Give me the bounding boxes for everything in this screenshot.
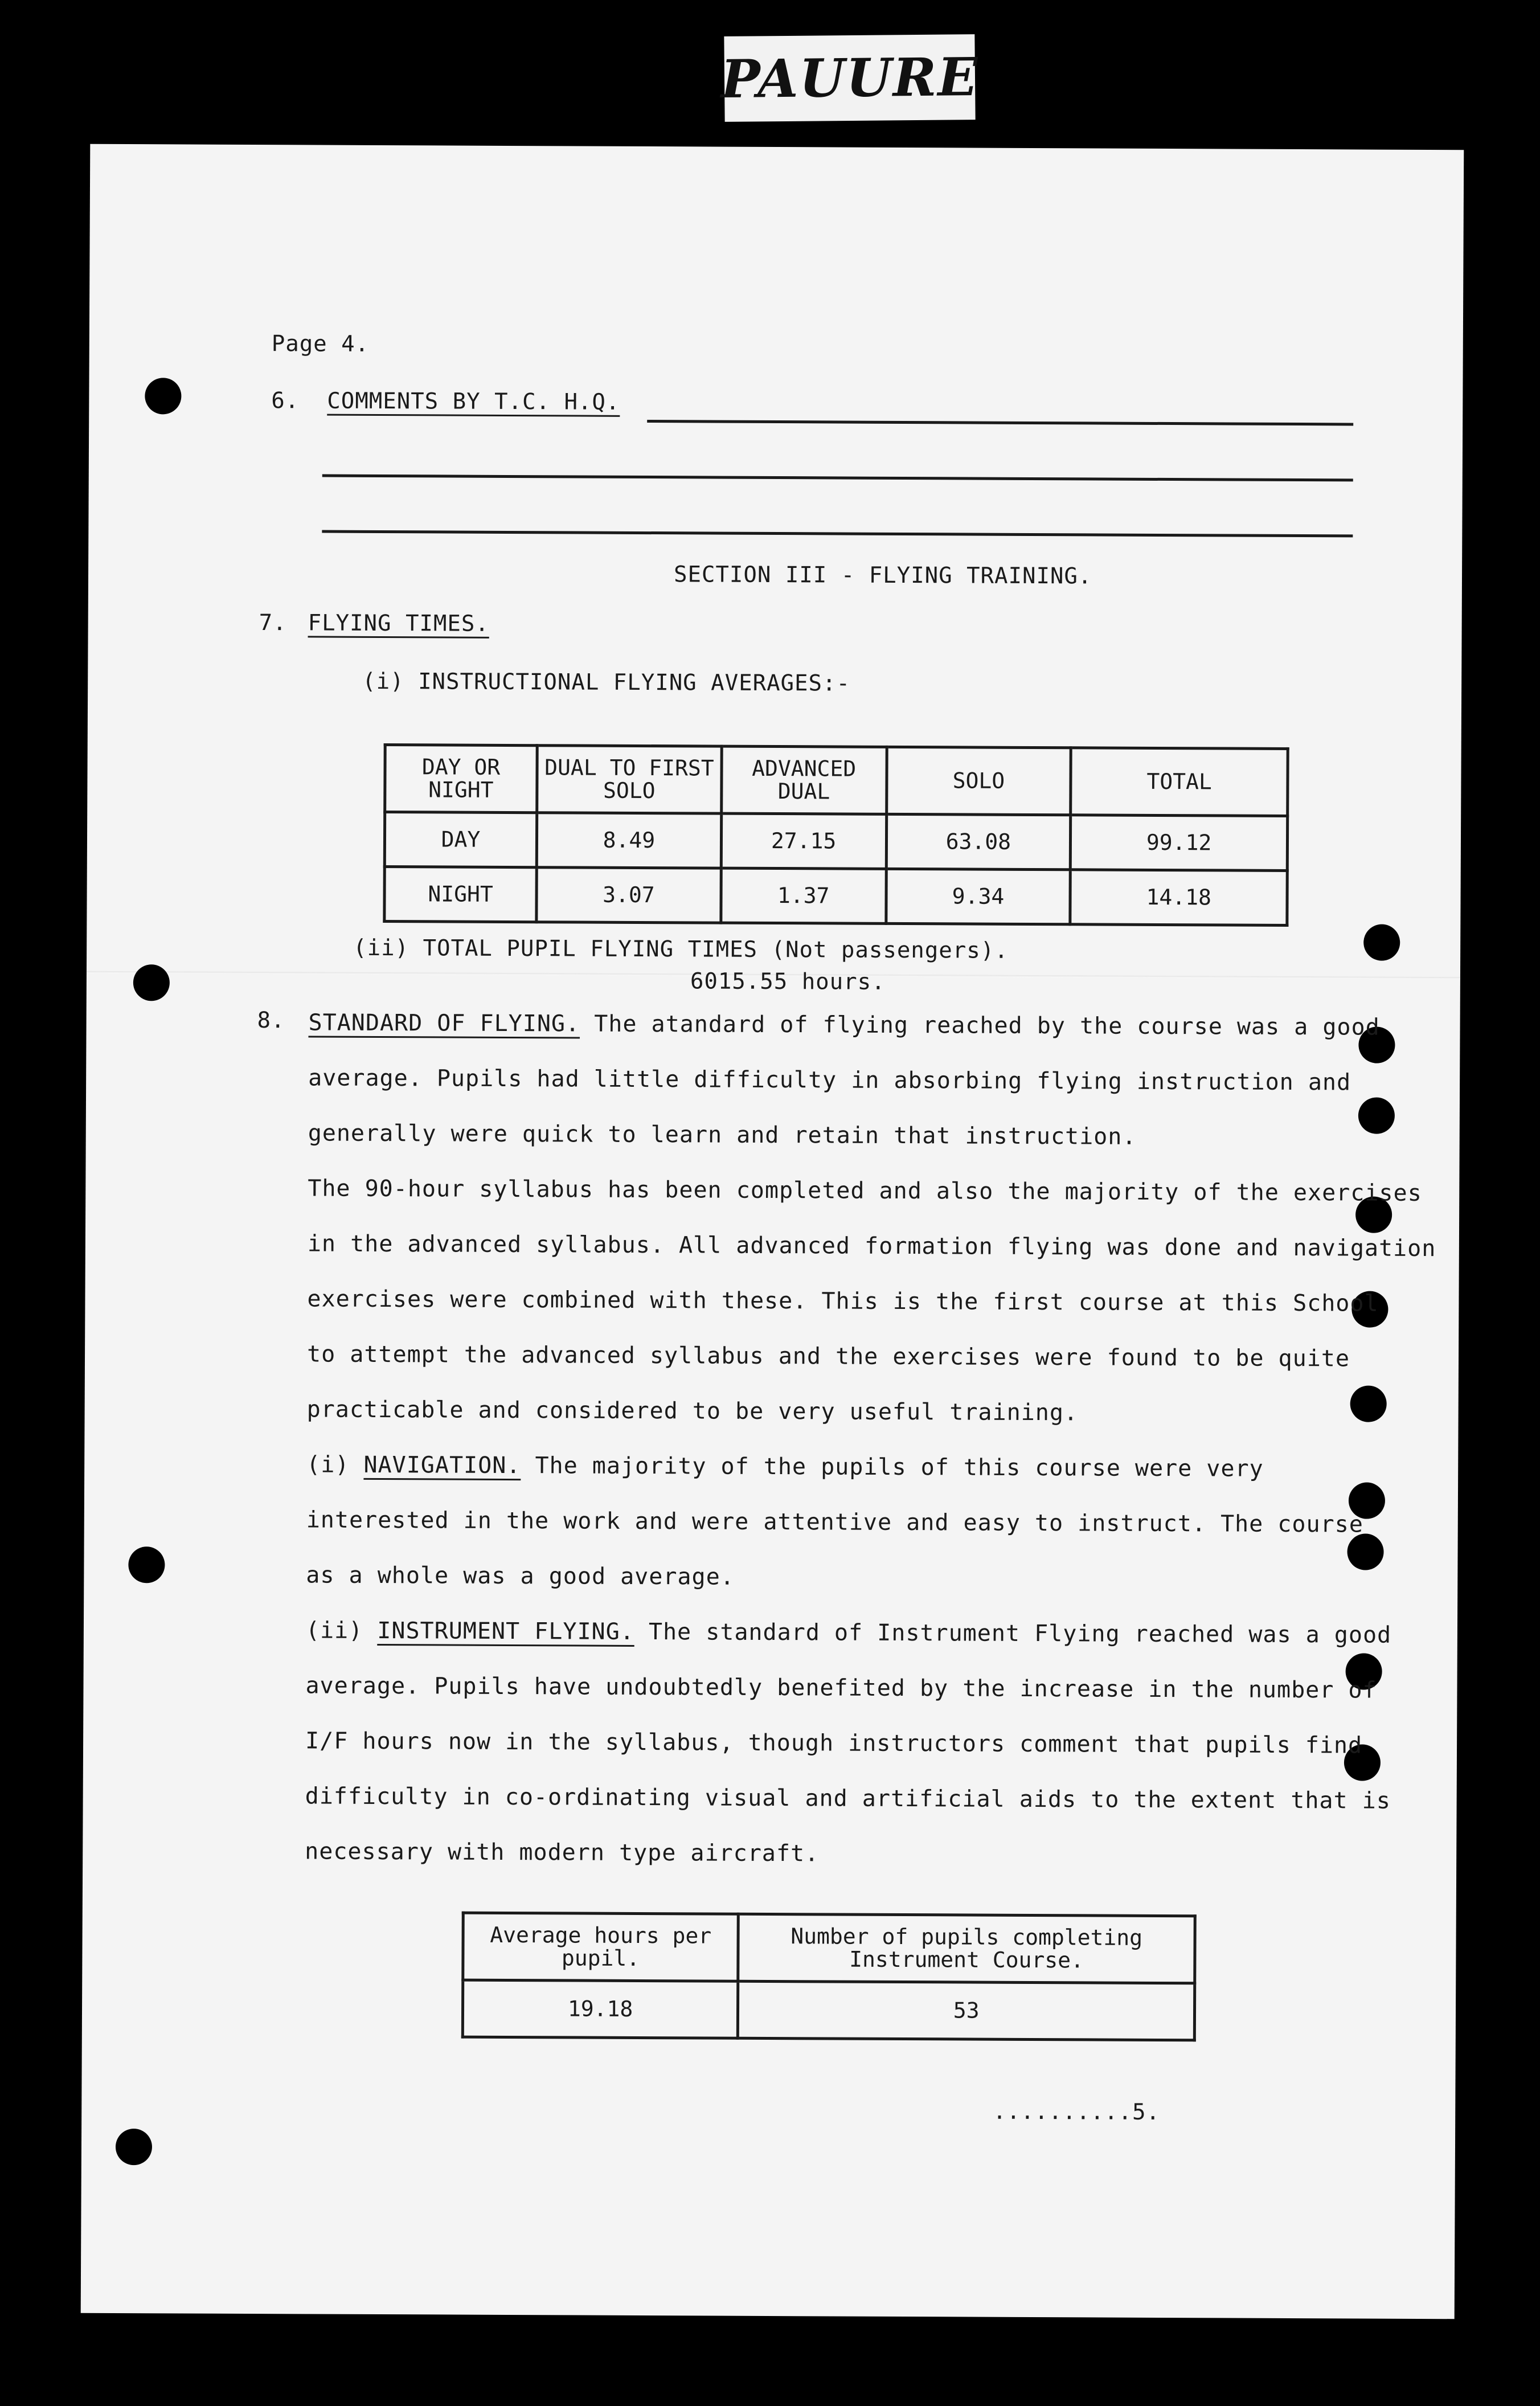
table-header-row: [385, 745, 1288, 816]
total-flying-times-label: (ii) TOTAL PUPIL FLYING TIMES (Not passengers).: [353, 935, 1009, 964]
instrument-prefix: (ii): [305, 1617, 378, 1644]
paragraph-line: [306, 1451, 1434, 1512]
paragraph-line: generally were quick to learn and retain that instruction.: [308, 1120, 1137, 1150]
comment-rule: [647, 420, 1353, 425]
instrument-flying-heading: INSTRUMENT FLYING.: [377, 1617, 634, 1645]
table-row: [384, 812, 1287, 871]
section-7-heading: FLYING TIMES.: [308, 610, 489, 637]
paragraph-line: [306, 1617, 1433, 1677]
paragraph-line: as a whole was a good average.: [306, 1562, 735, 1590]
document-page: [81, 144, 1464, 2319]
standard-of-flying-heading: STANDARD OF FLYING.: [308, 1009, 580, 1037]
continuation-marker: ..........5.: [993, 2098, 1161, 2125]
paragraph-line: to attempt the advanced syllabus and the exercises were found to be quite: [306, 1341, 1350, 1372]
table-row: [462, 1980, 1194, 2040]
paragraph-line: necessary with modern type aircraft.: [305, 1838, 820, 1867]
punch-hole: [128, 1546, 165, 1583]
paragraph-line: interested in the work and were attentive and easy to instruct. The course: [306, 1507, 1363, 1538]
section-8-number: 8.: [257, 1008, 285, 1034]
table-cell: 27.15: [721, 813, 886, 869]
paragraph-line: The 90-hour syllabus has been completed and also the majority of the exercises: [308, 1175, 1422, 1206]
table-cell: DAY: [384, 812, 536, 868]
punch-hole: [133, 964, 170, 1001]
table-cell: 9.34: [886, 869, 1070, 924]
table-header-cell: Number of pupils completing Instrument Course.: [738, 1914, 1195, 1983]
table-cell: 14.18: [1070, 870, 1287, 926]
section-title: SECTION III - FLYING TRAINING.: [673, 562, 1092, 590]
table-cell: 63.08: [886, 814, 1071, 869]
flying-averages-table: [383, 743, 1289, 927]
paragraph-line: exercises were combined with these. This is the first course at this School: [307, 1286, 1379, 1317]
comment-rule: [322, 474, 1353, 482]
total-flying-hours: 6015.55 hours.: [690, 968, 886, 995]
paragraph-text: The atandard of flying reached by the course was a good: [580, 1010, 1380, 1041]
table-header-cell: Average hours per pupil.: [463, 1913, 739, 1981]
table-cell: 8.49: [536, 813, 721, 868]
paragraph-line: in the advanced syllabus. All advanced formation flying was done and navigation: [307, 1230, 1436, 1262]
punch-hole: [1363, 924, 1400, 961]
table-header-cell: DUAL TO FIRST SOLO: [537, 746, 722, 813]
navigation-prefix: (i): [306, 1451, 364, 1478]
table-row: [384, 867, 1287, 926]
paragraph-line: average. Pupils have undoubtedly benefited by the increase in the number of: [305, 1672, 1377, 1704]
table-cell: 1.37: [721, 868, 886, 923]
table-header-row: [463, 1913, 1195, 1983]
standard-of-flying-paragraph: [305, 1009, 1436, 1898]
section-6-heading: COMMENTS BY T.C. H.Q.: [327, 388, 620, 415]
table-header-cell: DAY OR NIGHT: [385, 745, 538, 813]
table-header-cell: SOLO: [886, 747, 1071, 815]
folder-label-text: PAUURE: [720, 46, 979, 110]
paragraph-text: The majority of the pupils of this course were very: [521, 1452, 1264, 1482]
table-cell: 19.18: [462, 1980, 738, 2038]
instrument-course-table: [461, 1912, 1197, 2042]
paragraph-line: average. Pupils had little difficulty in absorbing flying instruction and: [308, 1065, 1351, 1096]
table-cell: NIGHT: [384, 867, 536, 922]
section-6-number: 6.: [271, 388, 300, 414]
paragraph-line: [308, 1009, 1436, 1070]
section-7-number: 7.: [259, 610, 287, 636]
table-cell: 3.07: [536, 868, 721, 923]
table-header-cell: ADVANCED DUAL: [722, 746, 887, 814]
folder-label: [720, 34, 979, 122]
table-cell: 53: [738, 1981, 1195, 2040]
paragraph-line: I/F hours now in the syllabus, though instructors comment that pupils find: [305, 1728, 1363, 1759]
paragraph-text: The standard of Instrument Flying reached was a good: [634, 1618, 1392, 1648]
table-cell: 99.12: [1071, 815, 1288, 871]
instructional-averages-label: (i) INSTRUCTIONAL FLYING AVERAGES:-: [362, 668, 851, 697]
navigation-heading: NAVIGATION.: [363, 1451, 521, 1479]
paragraph-line: practicable and considered to be very useful training.: [306, 1396, 1079, 1426]
table-header-cell: TOTAL: [1071, 748, 1288, 816]
page-label: Page 4.: [271, 331, 370, 357]
paragraph-line: difficulty in co-ordinating visual and artificial aids to the extent that is: [305, 1783, 1391, 1814]
comment-rule: [322, 530, 1353, 538]
punch-hole: [116, 2129, 152, 2165]
punch-hole: [145, 378, 181, 414]
